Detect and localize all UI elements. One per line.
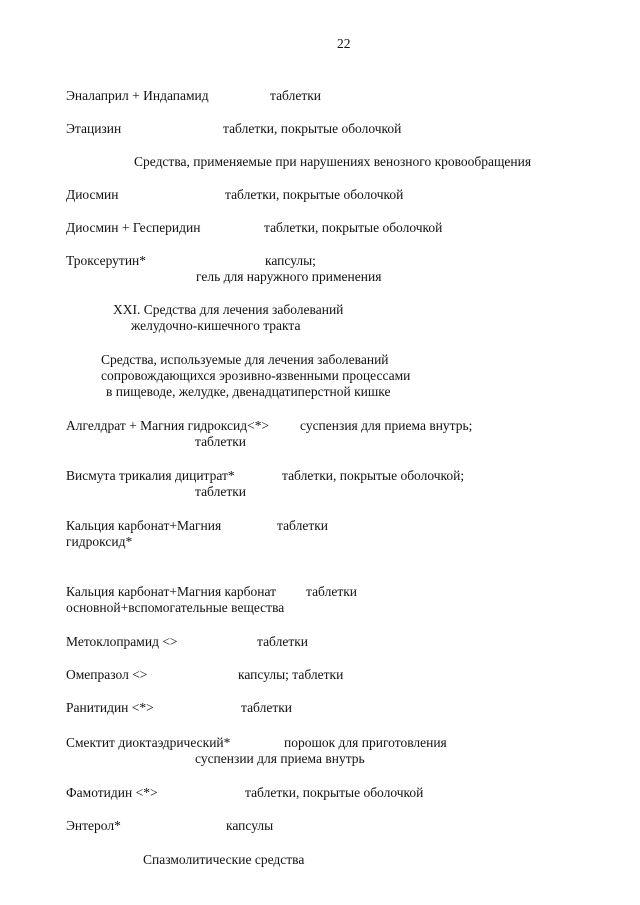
- drug-form-continued: гель для наружного применения: [196, 269, 382, 284]
- drug-name: Эналаприл + Индапамид: [66, 88, 209, 103]
- drug-form: таблетки, покрытые оболочкой: [223, 121, 402, 136]
- drug-form-continued: таблетки: [195, 484, 247, 499]
- drug-name: Алгелдрат + Магния гидроксид<*>: [66, 418, 270, 433]
- drug-name-continued: гидроксид*: [66, 534, 133, 549]
- drug-name: Кальция карбонат+Магния: [66, 518, 222, 533]
- page-number: 22: [337, 36, 351, 51]
- drug-form: таблетки: [277, 518, 329, 533]
- drug-form: суспензия для приема внутрь;: [300, 418, 473, 433]
- drug-name: Диосмин + Гесперидин: [66, 220, 201, 235]
- drug-form: таблетки: [241, 700, 293, 715]
- drug-name: Метоклопрамид <>: [66, 634, 178, 649]
- subsection-heading-erosive-line2: сопровождающихся эрозивно-язвенными процессами: [101, 368, 411, 383]
- drug-name: Троксерутин*: [66, 253, 147, 268]
- drug-form: таблетки: [257, 634, 309, 649]
- drug-form: таблетки: [270, 88, 322, 103]
- drug-name: Омепразол <>: [66, 667, 148, 682]
- drug-form-continued: суспензии для приема внутрь: [195, 751, 365, 766]
- drug-form: таблетки, покрытые оболочкой: [225, 187, 404, 202]
- drug-form: капсулы: [226, 818, 274, 833]
- drug-name: Диосмин: [66, 187, 119, 202]
- drug-name: Энтерол*: [66, 818, 121, 833]
- drug-form: капсулы;: [265, 253, 316, 268]
- drug-name: Смектит диоктаэдрический*: [66, 735, 231, 750]
- drug-form: таблетки, покрытые оболочкой: [264, 220, 443, 235]
- subsection-heading-erosive: Средства, используемые для лечения заболеваний: [101, 352, 389, 367]
- section-heading-venous: Средства, применяемые при нарушениях венозного кровообращения: [134, 154, 532, 169]
- drug-form: капсулы; таблетки: [238, 667, 344, 682]
- section-title-xxi-continued: желудочно-кишечного тракта: [131, 318, 301, 333]
- drug-form: таблетки, покрытые оболочкой: [245, 785, 424, 800]
- drug-name-continued: основной+вспомогательные вещества: [66, 600, 285, 615]
- section-heading-spasmolytic: Спазмолитические средства: [143, 852, 305, 867]
- subsection-heading-erosive-line3: в пищеводе, желудке, двенадцатиперстной кишке: [106, 384, 391, 399]
- drug-form: порошок для приготовления: [284, 735, 447, 750]
- drug-name: Ранитидин <*>: [66, 700, 154, 715]
- drug-form: таблетки, покрытые оболочкой;: [282, 468, 465, 483]
- section-title-xxi: XXI. Средства для лечения заболеваний: [113, 302, 344, 317]
- drug-name: Висмута трикалия дицитрат*: [66, 468, 235, 483]
- drug-name: Фамотидин <*>: [66, 785, 158, 800]
- drug-name: Этацизин: [66, 121, 122, 136]
- drug-form-continued: таблетки: [195, 434, 247, 449]
- drug-name: Кальция карбонат+Магния карбонат: [66, 584, 277, 599]
- drug-form: таблетки: [306, 584, 358, 599]
